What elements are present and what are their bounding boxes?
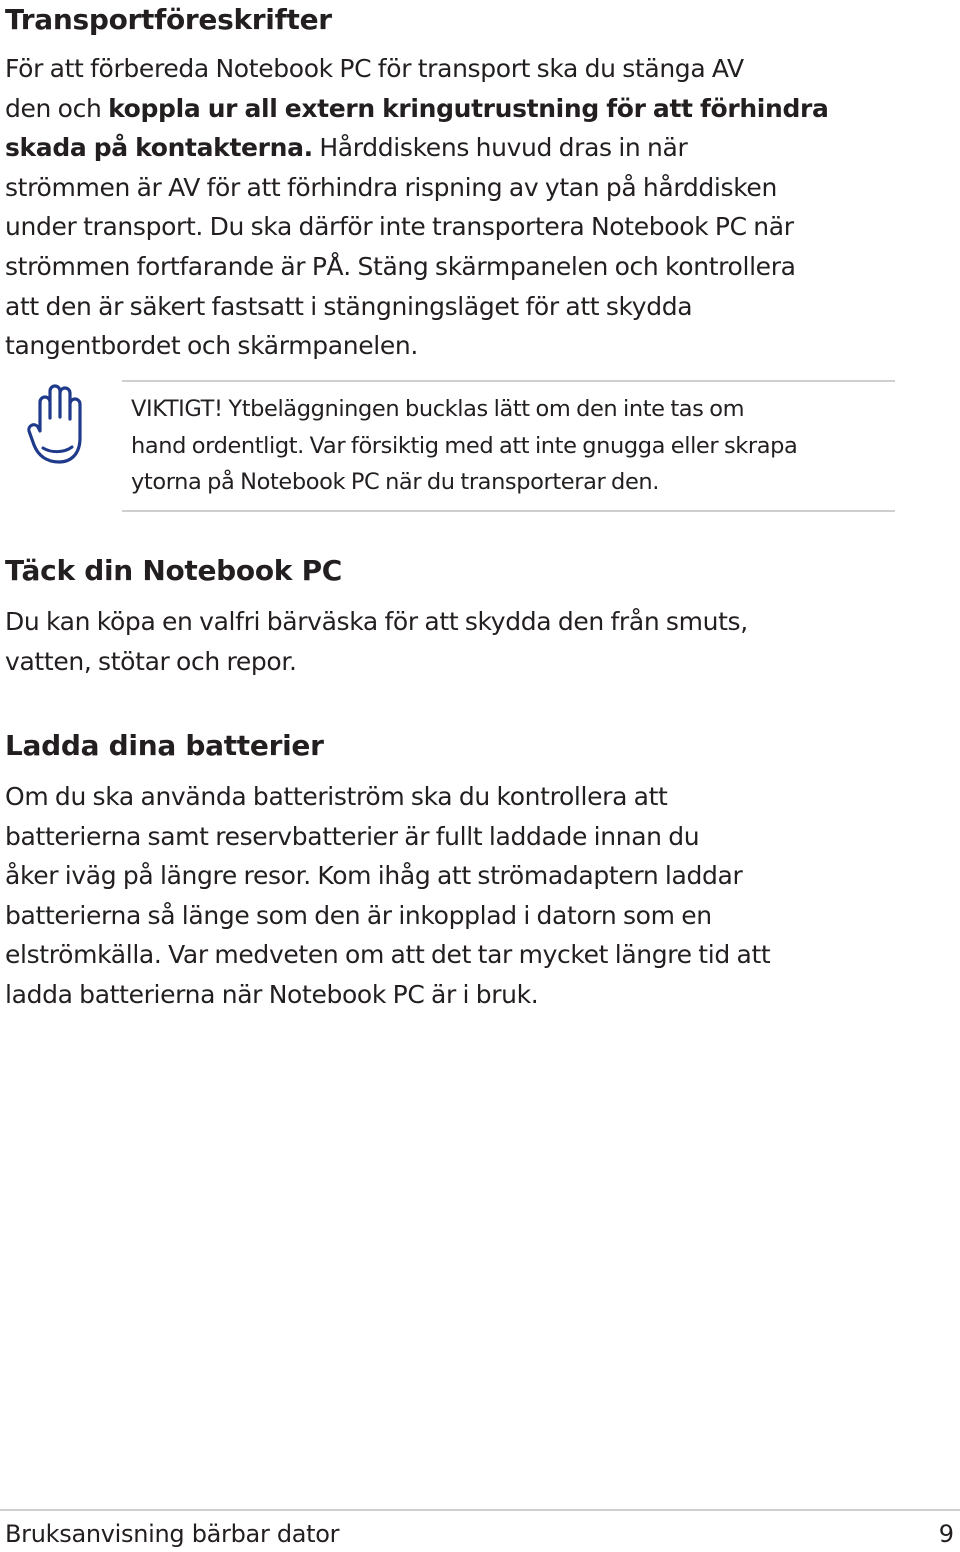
section-body-transport: [5, 49, 955, 366]
transport-text-intro: För att förbereda Notebook PC för transport ska du stänga AV den och: [5, 54, 744, 123]
section-heading-transport: Transportföreskrifter: [5, 3, 332, 36]
transport-text-bold: koppla ur all extern kringutrustning för att förhindra skada på kontakterna.: [5, 93, 829, 163]
note-top-divider: [122, 380, 895, 382]
footer-divider: [0, 1509, 960, 1511]
footer-title: Bruksanvisning bärbar dator: [5, 1520, 340, 1548]
page-number: 9: [938, 1520, 954, 1548]
section-heading-cover: Täck din Notebook PC: [5, 554, 343, 587]
transport-text-rest: Hårddiskens huvud dras in när strömmen är AV för att förhindra rispning av ytan på hårddisken under transport. Du ska därför inte transportera Notebook PC när strömmen fortfarande är PÅ. Stäng skärmpanelen och kontrollera att den är säkert fastsatt i stängningsläget för att skydda tangentbordet och skärmpanelen.: [5, 133, 796, 361]
section-body-batteries: Om du ska använda batteriström ska du kontrollera att batterierna samt reservbatterier är fullt laddade innan du åker iväg på längre resor. Kom ihåg att strömadaptern laddar batterierna så länge som den är inkopplad i datorn som en elströmkälla. Var medveten om att det tar mycket längre tid att ladda batterierna när Notebook PC är i bruk.: [5, 782, 771, 1009]
note-bottom-divider: [122, 510, 895, 512]
important-note-text: VIKTIGT! Ytbeläggningen bucklas lätt om den inte tas om hand ordentligt. Var försiktig med att inte gnugga eller skrapa ytorna på Notebook PC när du transporterar den.: [131, 396, 798, 495]
hand-stop-icon: [26, 382, 86, 466]
section-heading-batteries: Ladda dina batterier: [5, 729, 324, 762]
section-body-cover: Du kan köpa en valfri bärväska för att skydda den från smuts, vatten, stötar och repor.: [5, 607, 748, 676]
